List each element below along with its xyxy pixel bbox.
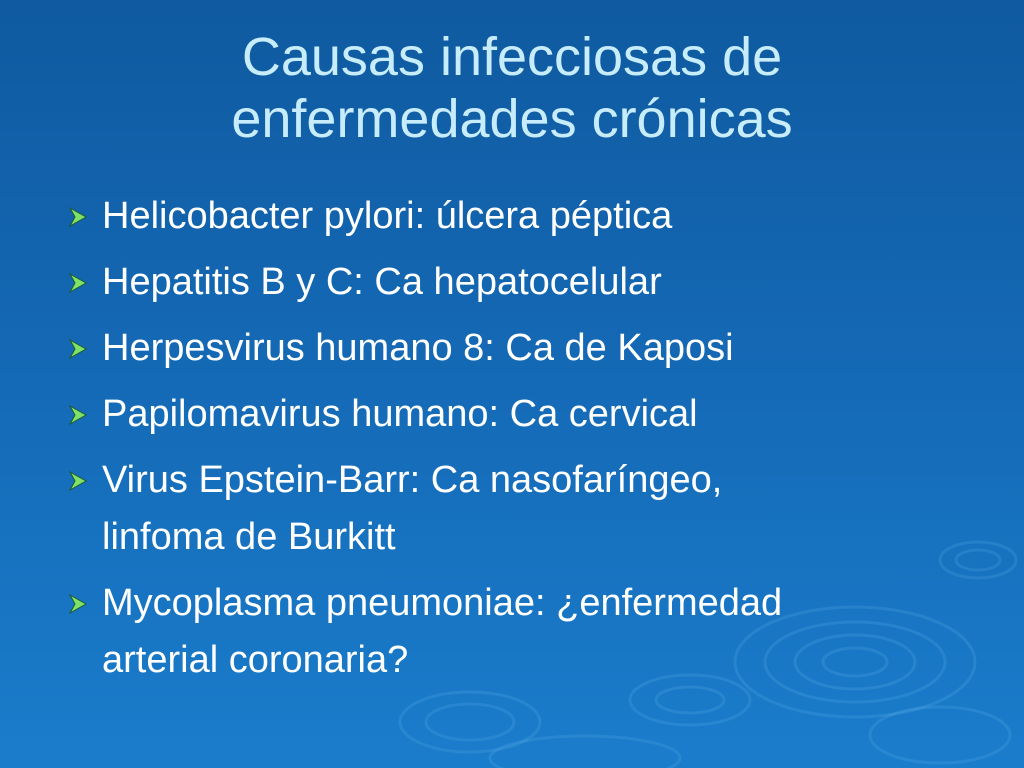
bullet-item <box>62 386 962 443</box>
arrow-bullet-icon <box>66 469 90 493</box>
bullet-text: Helicobacter pylori: úlcera péptica <box>102 195 673 237</box>
bullet-text: Herpesvirus humano 8: Ca de Kaposi <box>102 327 734 369</box>
bullet-text-continuation: arterial coronaria? <box>102 639 409 681</box>
slide-title-line-2: enfermedades crónicas <box>231 89 793 149</box>
bullet-text-continuation: linfoma de Burkitt <box>102 516 396 558</box>
arrow-bullet-icon <box>66 337 90 361</box>
bullet-item <box>62 254 962 311</box>
bullet-list <box>62 188 962 698</box>
arrow-bullet-icon <box>66 592 90 616</box>
bullet-text: Virus Epstein-Barr: Ca nasofaríngeo, <box>102 459 723 501</box>
bullet-text: Mycoplasma pneumoniae: ¿enfermedad <box>102 582 783 624</box>
arrow-bullet-icon <box>66 271 90 295</box>
bullet-item <box>62 575 962 689</box>
bullet-item <box>62 452 962 566</box>
bullet-item <box>62 320 962 377</box>
bullet-text: Papilomavirus humano: Ca cervical <box>102 393 698 435</box>
slide-title <box>100 26 924 150</box>
slide-title-line-1: Causas infecciosas de <box>241 27 783 87</box>
arrow-bullet-icon <box>66 403 90 427</box>
arrow-bullet-icon <box>66 205 90 229</box>
bullet-item <box>62 188 962 245</box>
bullet-text: Hepatitis B y C: Ca hepatocelular <box>102 261 662 303</box>
